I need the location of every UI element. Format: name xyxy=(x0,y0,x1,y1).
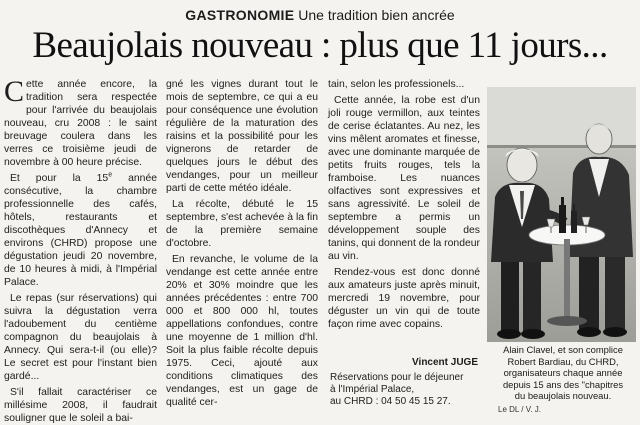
caption-line: depuis 15 ans des "chapitres xyxy=(502,378,624,390)
paragraph-text: ette année encore, la tradition sera respectée pour l'arrivée du beaujolais nouveau, cru 2008 : le saint breuvage coulera dans les verres ce troisième jeudi de novembre à 00 heure précise. xyxy=(4,79,157,168)
article-column-3 xyxy=(328,78,480,331)
rubric xyxy=(0,6,640,24)
photo-caption xyxy=(488,344,638,402)
photo-illustration xyxy=(487,87,636,342)
paragraph: La récolte, débuté le 15 septembre, s'est achevée à la fin de la première semaine d'octobre. xyxy=(166,199,318,249)
paragraph: Rendez-vous est donc donné aux amateurs juste après minuit, mercredi 19 novembre, pour déguster un vin qui de toute façon rime avec copains. xyxy=(328,267,480,330)
rubric-category: GASTRONOMIE xyxy=(185,7,295,23)
reservation-note xyxy=(330,372,480,408)
photo-credit: Le DL / V. J. xyxy=(498,405,541,414)
reservation-line: Réservations pour le déjeuner xyxy=(330,372,464,383)
paragraph: tain, selon les professionels... xyxy=(328,79,465,90)
paragraph: En revanche, le volume de la vendange est cette année entre 20% et 30% moindre que les années précédentes : entre 700 000 et 800 000 hl, toutes appellations confondues, contre une moyenne de 1 million d'hl. Soit la plus faible récolte depuis 1975. Ceci, ajouté aux conditions climatiques des vendanges, est un gage de qualité cer- xyxy=(166,254,318,408)
paragraph: Le repas (sur réservations) qui suivra la dégustation verra l'adoubement du centième compagnon du beaujolais à Annecy. Qui sera-t-il (ou elle)? Le secret est pour l'instant bien gardé... xyxy=(4,293,157,382)
byline: Vincent JUGE xyxy=(412,357,478,368)
paragraph: Cette année, la robe est d'un joli rouge vermillon, aux teintes de cerise éclatantes. Au nez, les vins mêlent aromates et finesse, avec une dominante marquée de petits fruits rouges, tels la framboise. Les nuances olfactives sont expressives et sans agressivité. Le soleil de septembre a permis un développement souple des tanins, qui donnent de la rondeur au vin. xyxy=(328,95,480,262)
photo xyxy=(487,87,636,342)
reservation-line: au CHRD : 04 50 45 15 27. xyxy=(330,396,451,407)
superscript: e xyxy=(108,171,113,179)
paragraph: S'il fallait caractériser ce millésime 2008, il faudrait souligner que le soleil a bai- xyxy=(4,387,157,424)
drop-cap: C xyxy=(4,75,25,108)
paragraph xyxy=(4,75,157,169)
caption-line: organisateurs chaque année xyxy=(503,367,623,378)
headline: Beaujolais nouveau : plus que 11 jours... xyxy=(32,25,608,66)
article-column-2 xyxy=(166,78,318,409)
article-column-1 xyxy=(4,75,158,425)
reservation-line: à l'Impérial Palace, xyxy=(330,384,415,395)
paragraph: gné les vignes durant tout le mois de septembre, ce qui a eu pour conséquence une évolution régulière de la maturation des raisins et la possibilité pour les vignerons de retarder de quelques jours le début des vendanges, pour un meilleur parti de cette météo idéale. xyxy=(166,79,318,194)
caption-line: Robert Bardiau, du CHRD, xyxy=(507,355,619,367)
caption-line: du beaujolais nouveau. xyxy=(514,390,612,401)
caption-line: Alain Clavel, et son complice xyxy=(503,344,623,355)
paragraph-text: Et pour la 15 xyxy=(10,173,109,184)
paragraph-text: année consécutive, la chambre professionnelle des cafés, hôtels, restaurants et discothèques d'Annecy et environs (CHRD) propose une dégustation jeudi 20 novembre, de 10 heures à midi, à l'Impérial Palace. xyxy=(4,173,158,288)
paragraph xyxy=(4,172,157,289)
rubric-subtitle: Une tradition bien ancrée xyxy=(298,7,455,23)
